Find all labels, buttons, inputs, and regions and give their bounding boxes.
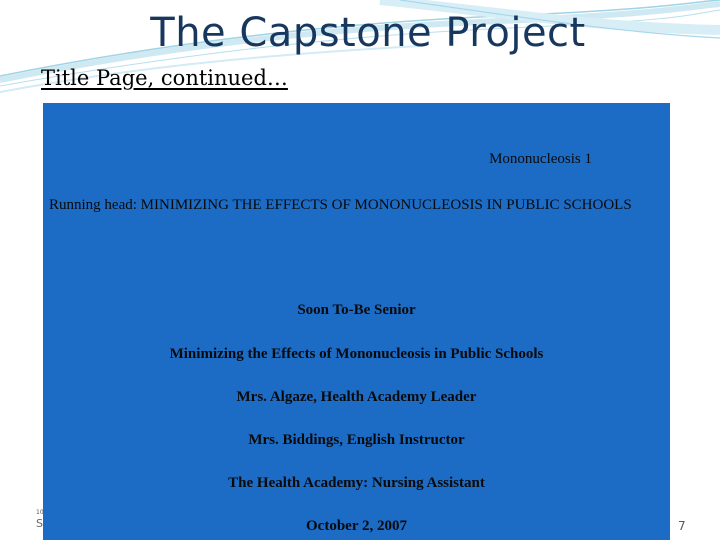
instructor-line: Mrs. Biddings, English Instructor bbox=[248, 432, 465, 448]
author-line: Soon To-Be Senior bbox=[297, 302, 416, 318]
slide-title: The Capstone Project bbox=[150, 10, 586, 56]
slide-number: 7 bbox=[678, 519, 686, 533]
page-header: Mononucleosis 1 bbox=[489, 151, 592, 167]
academy-line: The Health Academy: Nursing Assistant bbox=[228, 475, 485, 491]
leader-line: Mrs. Algaze, Health Academy Leader bbox=[236, 389, 477, 405]
slide-subtitle: Title Page, continued… bbox=[41, 66, 288, 90]
paper-title-line: Minimizing the Effects of Mononucleosis in Public Schools bbox=[169, 346, 544, 362]
running-head: Running head: MINIMIZING THE EFFECTS OF MONONUCLEOSIS IN PUBLIC SCHOOLS bbox=[49, 197, 632, 213]
footer-text bbox=[36, 509, 44, 530]
title-page-example bbox=[43, 103, 670, 540]
footer-small-text: 10 bbox=[36, 509, 44, 516]
footer-letter: S bbox=[36, 517, 43, 530]
date-line: October 2, 2007 bbox=[306, 518, 407, 534]
